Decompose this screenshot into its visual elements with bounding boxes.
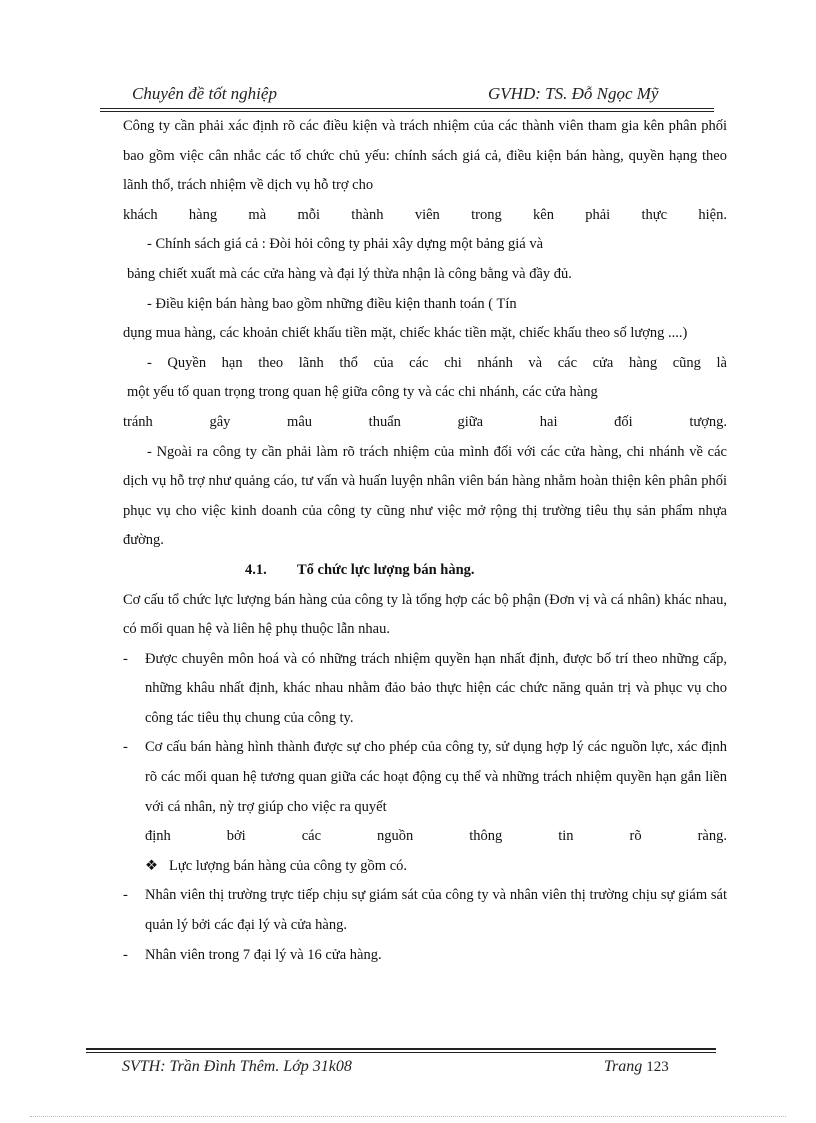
footer-rule-top	[86, 1048, 716, 1050]
footer-rule-bottom	[86, 1052, 716, 1053]
header-rule-top	[100, 108, 714, 109]
bullet-dash: -	[123, 739, 128, 756]
paragraph-sales-terms-cont: dụng mua hàng, các khoản chiết khấu tiền mặt, chiếc khác tiền mặt, chiếc khấu theo số lượng ....)	[123, 325, 688, 342]
bullet-text: Nhân viên thị trường trực tiếp chịu sự giám sát của công ty và nhân viên thị trường chịu sự giám sát quản lý bởi các đại lý và cửa hàng.	[145, 887, 727, 934]
bottom-dotted-rule	[30, 1116, 786, 1117]
section-number: 4.1.	[245, 561, 267, 578]
paragraph-pricing-policy: - Chính sách giá cả : Đòi hỏi công ty phải xây dựng một bảng giá và	[147, 236, 544, 253]
header-supervisor: GVHD: TS. Đỗ Ngọc Mỹ	[488, 84, 659, 103]
header-document-type: Chuyên đề tốt nghiệp	[132, 84, 277, 103]
subheading-text: Lực lượng bán hàng của công ty gồm có.	[169, 857, 408, 874]
footer-page	[604, 1058, 669, 1076]
bullet-text: Cơ cấu bán hàng hình thành được sự cho phép của công ty, sử dụng hợp lý các nguồn lực, xác định rõ các mối quan hệ tương quan giữa các hoạt động cụ thể và những trách nhiệm quyền hạn gắn liền với cá nhân, nỳ trợ giúp cho việc ra quyết	[145, 739, 727, 815]
section-title: Tổ chức lực lượng bán hàng.	[297, 561, 475, 578]
paragraph-intro: Công ty cần phải xác định rõ các điều kiện và trách nhiệm của các thành viên tham gia kên phân phối bao gồm việc cân nhắc các tổ chức chủ yếu: chính sách giá cả, điều kiện bán hàng, quyền hạng theo lãnh thổ, trách nhiệm về dịch vụ hỗ trợ cho	[123, 118, 727, 194]
page-body	[123, 112, 727, 970]
bullet-item	[123, 881, 727, 940]
bullet-text: Được chuyên môn hoá và có những trách nhiệm quyền hạn nhất định, được bố trí theo những cấp, những khâu nhất định, khác nhau nhằm đảo bảo thực hiện các chức năng quản trị và phục vụ cho công tác tiêu thụ chung của công ty.	[145, 650, 727, 726]
bullet-dash: -	[123, 946, 128, 963]
paragraph-territory-rights: - Quyền hạn theo lãnh thổ của các chi nhánh và các cửa hàng cũng là	[147, 354, 727, 371]
bullet-item	[123, 733, 727, 851]
paragraph-territory-rights-cont: một yếu tố quan trọng trong quan hệ giữa công ty và các chi nhánh, các cửa hàng	[127, 384, 598, 401]
diamond-bullet-icon: ❖	[145, 857, 158, 874]
bullet-dash: -	[123, 887, 128, 904]
page-footer	[86, 1048, 716, 1088]
paragraph-territory-rights-last: tránh gây mâu thuẩn giữa hai đối tượng.	[123, 413, 727, 430]
bullet-item	[123, 941, 727, 971]
bullet-item	[123, 645, 727, 734]
paragraph-company-responsibility: - Ngoài ra công ty cần phải làm rõ trách nhiệm của mình đối với các cửa hàng, chi nhánh về các dịch vụ hỗ trợ như quảng cáo, tư vấn và huấn luyện nhân viên bán hàng nhằm hoàn thiện kên phân phối phục vụ cho việc kinh doanh của công ty cũng như việc mở rộng thị trường tiêu thụ sản phẩm nhựa đường.	[123, 443, 727, 549]
page-number: 123	[646, 1059, 669, 1075]
bullet-text: Nhân viên trong 7 đại lý và 16 cửa hàng.	[145, 946, 382, 963]
subheading-sales-force	[123, 852, 727, 882]
footer-page-label: Trang	[604, 1058, 643, 1075]
paragraph-sales-structure: Cơ cấu tổ chức lực lượng bán hàng của công ty là tổng hợp các bộ phận (Đơn vị và cá nhân) khác nhau, có mối quan hệ và liên hệ phụ thuộc lẫn nhau.	[123, 591, 727, 638]
paragraph-intro-last-line: khách hàng mà mỗi thành viên trong kên phải thực hiện.	[123, 206, 727, 223]
footer-student: SVTH: Trần Đình Thêm. Lớp 31k08	[122, 1058, 352, 1075]
bullet-text-last-line: định bởi các nguồn thông tin rõ ràng.	[145, 828, 727, 845]
section-heading	[123, 556, 727, 586]
paragraph-pricing-policy-cont: bảng chiết xuất mà các cửa hàng và đại lý thừa nhận là công bằng và đầy đủ.	[127, 265, 572, 282]
paragraph-sales-terms: - Điều kiện bán hàng bao gồm những điều kiện thanh toán ( Tín	[147, 295, 517, 312]
page-header	[100, 80, 714, 108]
bullet-dash: -	[123, 650, 128, 667]
